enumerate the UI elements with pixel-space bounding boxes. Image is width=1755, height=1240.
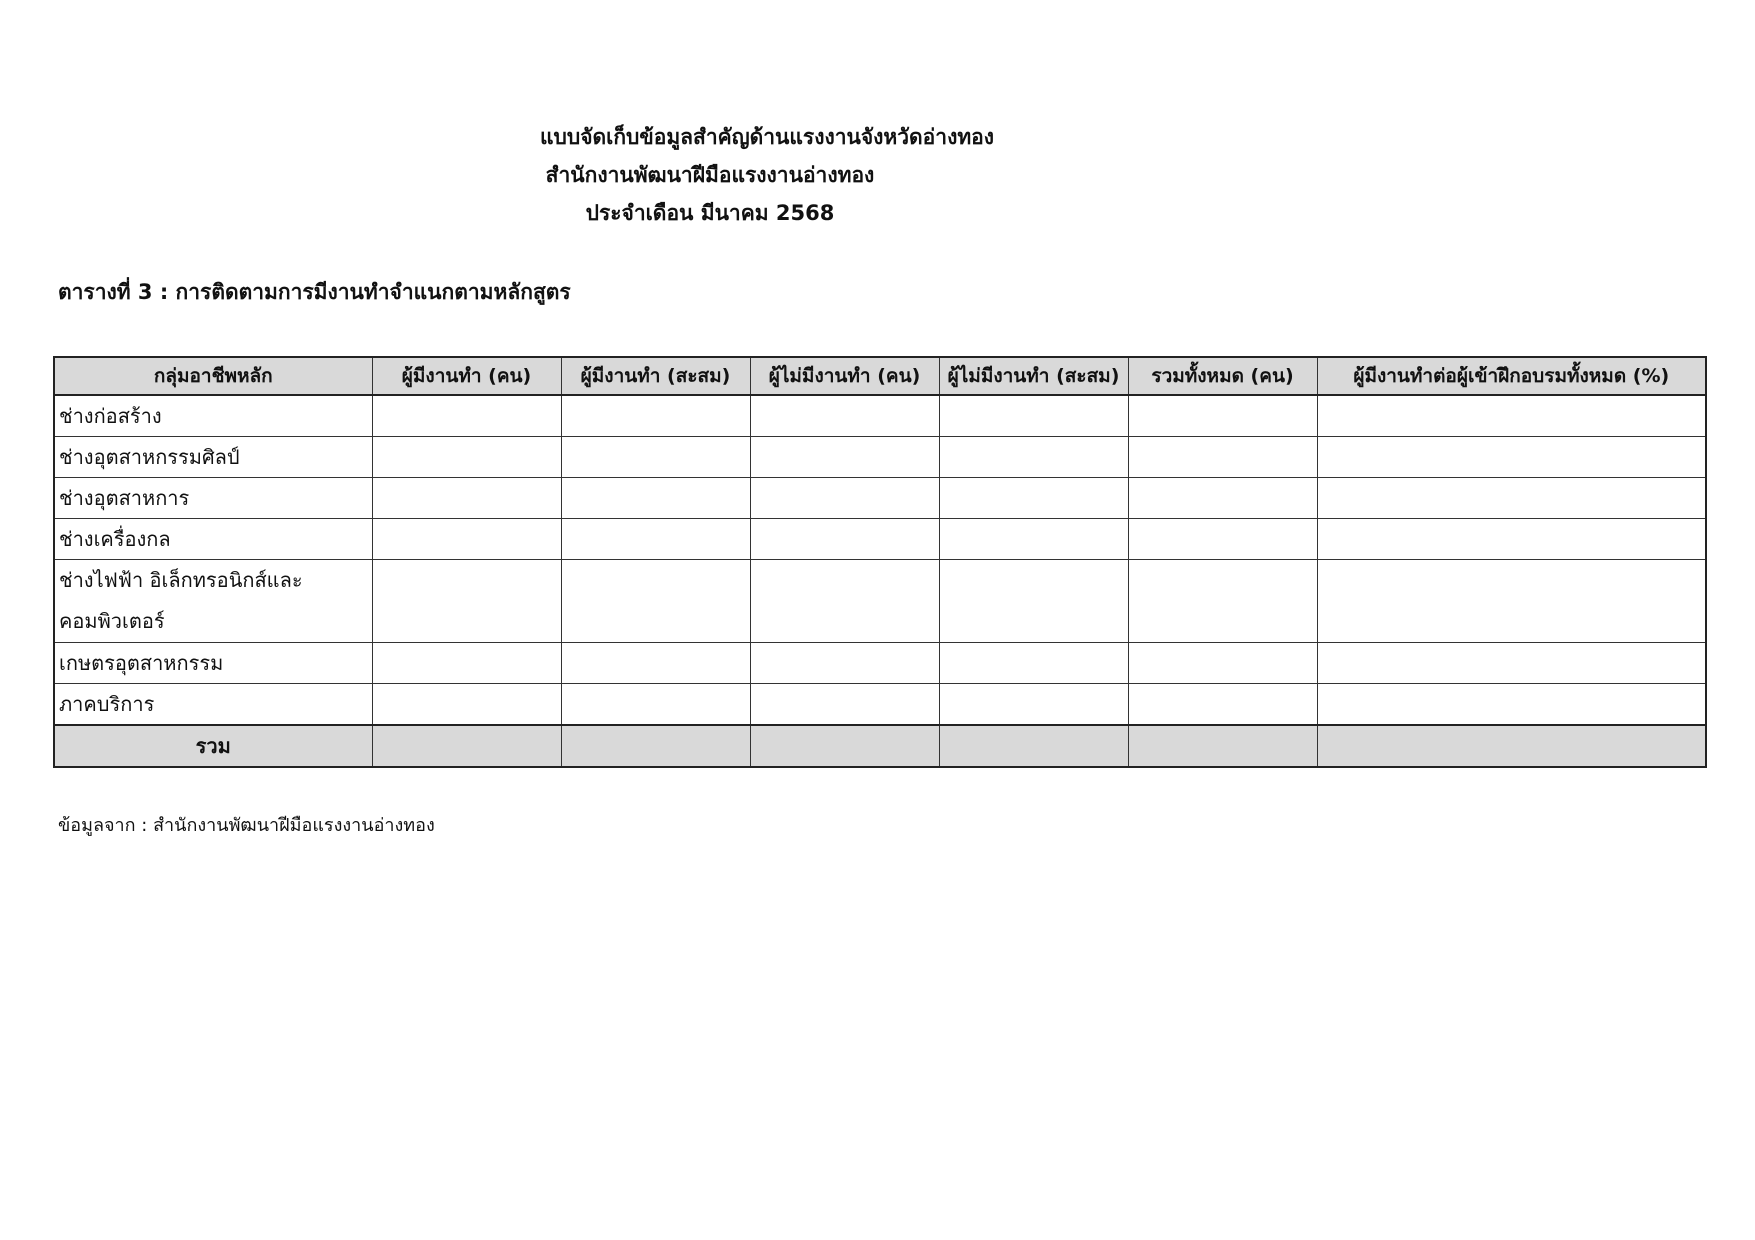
table-cell xyxy=(372,395,561,437)
table-cell xyxy=(1128,437,1317,478)
column-header-total: รวมทั้งหมด (คน) xyxy=(1128,357,1317,395)
header-office: สำนักงานพัฒนาฝีมือแรงงานอ่างทอง xyxy=(545,163,875,187)
table-cell xyxy=(561,395,750,437)
table-cell xyxy=(1317,437,1706,478)
table-cell xyxy=(939,684,1128,726)
table-cell xyxy=(1317,684,1706,726)
row-label: ภาคบริการ xyxy=(54,684,372,726)
table-cell xyxy=(750,643,939,684)
table-cell xyxy=(1317,643,1706,684)
table-cell xyxy=(1317,395,1706,437)
row-label: ช่างเครื่องกล xyxy=(54,519,372,560)
table-row xyxy=(54,395,1706,437)
column-header-employed-cumulative: ผู้มีงานทำ (สะสม) xyxy=(561,357,750,395)
table-cell xyxy=(1128,519,1317,560)
table-cell xyxy=(561,519,750,560)
table-cell xyxy=(1128,643,1317,684)
table-cell xyxy=(939,519,1128,560)
row-label: เกษตรอุตสาหกรรม xyxy=(54,643,372,684)
row-label: ช่างอุตสาหการ xyxy=(54,478,372,519)
table-cell xyxy=(939,395,1128,437)
table-cell xyxy=(561,643,750,684)
total-cell xyxy=(1128,725,1317,767)
total-cell xyxy=(561,725,750,767)
table-cell xyxy=(750,684,939,726)
column-header-unemployed: ผู้ไม่มีงานทำ (คน) xyxy=(750,357,939,395)
header-title: แบบจัดเก็บข้อมูลสำคัญด้านแรงงานจังหวัดอ่างทอง xyxy=(540,125,995,149)
table-row xyxy=(54,519,1706,560)
table-cell xyxy=(372,519,561,560)
table-cell xyxy=(561,437,750,478)
table-cell xyxy=(939,643,1128,684)
document-header xyxy=(540,118,995,232)
total-label: รวม xyxy=(54,725,372,767)
table-cell xyxy=(750,437,939,478)
table-cell xyxy=(372,560,561,643)
table-cell xyxy=(1128,478,1317,519)
table-cell xyxy=(561,684,750,726)
row-label: ช่างอุตสาหกรรมศิลป์ xyxy=(54,437,372,478)
total-cell xyxy=(1317,725,1706,767)
table-cell xyxy=(1128,395,1317,437)
table-cell xyxy=(939,478,1128,519)
table-cell xyxy=(372,643,561,684)
column-header-unemployed-cumulative: ผู้ไม่มีงานทำ (สะสม) xyxy=(939,357,1128,395)
column-header-occupation-group: กลุ่มอาชีพหลัก xyxy=(54,357,372,395)
table-cell xyxy=(750,395,939,437)
total-cell xyxy=(372,725,561,767)
header-period: ประจำเดือน มีนาคม 2568 xyxy=(585,201,835,225)
table-cell xyxy=(372,478,561,519)
table-cell xyxy=(561,560,750,643)
table-total-row xyxy=(54,725,1706,767)
table-cell xyxy=(1128,684,1317,726)
table-cell xyxy=(1317,519,1706,560)
table-row xyxy=(54,560,1706,643)
table-cell xyxy=(561,478,750,519)
table-header-row xyxy=(54,357,1706,395)
table-row xyxy=(54,478,1706,519)
table-cell xyxy=(939,437,1128,478)
table-row xyxy=(54,643,1706,684)
table-cell xyxy=(1128,560,1317,643)
total-cell xyxy=(939,725,1128,767)
table-cell xyxy=(372,684,561,726)
source-note: ข้อมูลจาก : สำนักงานพัฒนาฝีมือแรงงานอ่างทอง xyxy=(58,815,435,836)
table-cell xyxy=(372,437,561,478)
column-header-employed: ผู้มีงานทำ (คน) xyxy=(372,357,561,395)
column-header-employment-rate: ผู้มีงานทำต่อผู้เข้าฝึกอบรมทั้งหมด (%) xyxy=(1317,357,1706,395)
table-cell xyxy=(750,519,939,560)
row-label: ช่างก่อสร้าง xyxy=(54,395,372,437)
total-cell xyxy=(750,725,939,767)
table-row xyxy=(54,437,1706,478)
employment-tracking-table xyxy=(53,356,1707,768)
table-cell xyxy=(1317,560,1706,643)
table-cell xyxy=(750,478,939,519)
row-label: ช่างไฟฟ้า อิเล็กทรอนิกส์และคอมพิวเตอร์ xyxy=(54,560,372,643)
table-cell xyxy=(750,560,939,643)
table-caption: ตารางที่ 3 : การติดตามการมีงานทำจำแนกตามหลักสูตร xyxy=(58,280,571,304)
table-cell xyxy=(1317,478,1706,519)
table-row xyxy=(54,684,1706,726)
table-cell xyxy=(939,560,1128,643)
